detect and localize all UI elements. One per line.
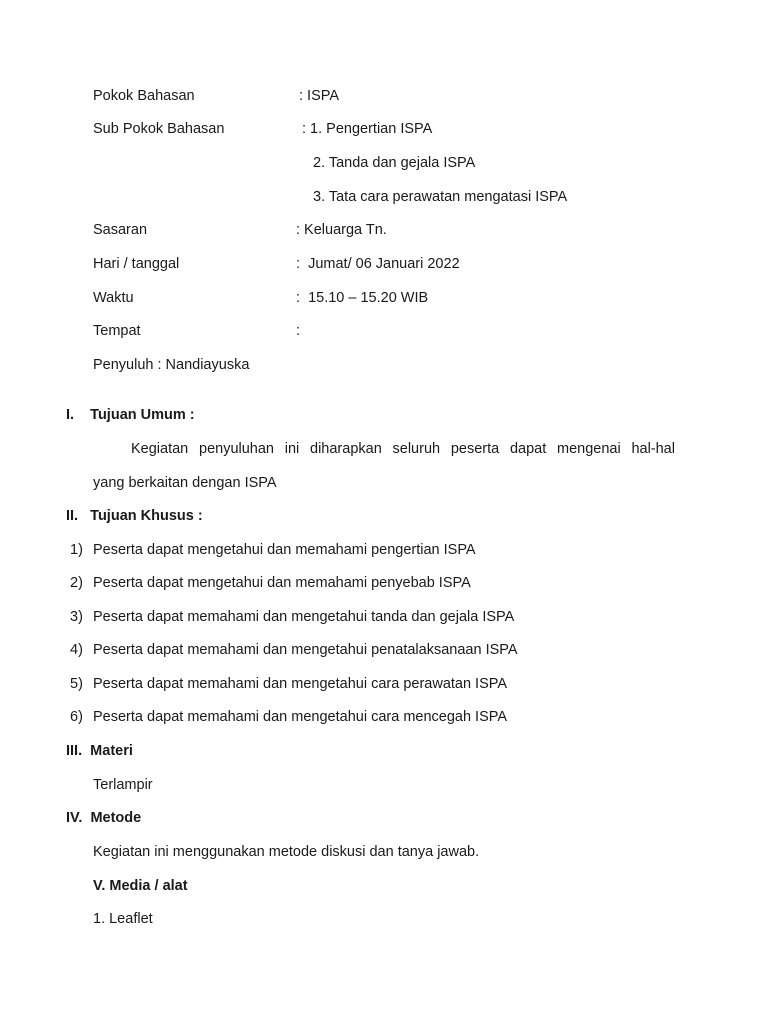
list-item-number: 1) [70, 542, 83, 558]
para-word: mengenai [557, 441, 621, 457]
section-3-body: Terlampir [93, 777, 153, 793]
para-word: diharapkan [310, 441, 382, 457]
sub-pokok-bahasan-label: Sub Pokok Bahasan [93, 121, 225, 137]
list-item: Peserta dapat memahami dan mengetahui tanda dan gejala ISPA [93, 609, 515, 625]
list-item-number: 6) [70, 709, 83, 725]
section-2-heading: II. Tujuan Khusus : [66, 508, 203, 524]
list-item: Peserta dapat mengetahui dan memahami penyebab ISPA [93, 575, 471, 591]
pokok-bahasan-label: Pokok Bahasan [93, 88, 195, 104]
sasaran-value: : Keluarga Tn. [296, 222, 387, 238]
para-word: dapat [509, 441, 547, 457]
section-5-heading: V. Media / alat [93, 878, 188, 894]
hari-tanggal-label: Hari / tanggal [93, 256, 180, 272]
list-item: Peserta dapat mengetahui dan memahami pengertian ISPA [93, 542, 476, 558]
sub-pokok-item-3: 3. Tata cara perawatan mengatasi ISPA [313, 189, 568, 205]
list-item: Peserta dapat memahami dan mengetahui penatalaksanaan ISPA [93, 642, 518, 658]
para-word: Kegiatan [131, 441, 189, 457]
section-5-item-1: 1. Leaflet [93, 911, 153, 927]
para-word: hal-hal [631, 441, 675, 457]
sub-pokok-item-1: : 1. Pengertian ISPA [302, 121, 433, 137]
para-word: peserta [450, 441, 500, 457]
list-item: Peserta dapat memahami dan mengetahui cara perawatan ISPA [93, 676, 508, 692]
section-4-heading: IV. Metode [66, 810, 142, 826]
tempat-value: : [296, 323, 301, 339]
pokok-bahasan-value: : ISPA [299, 88, 340, 104]
waktu-label: Waktu [93, 290, 134, 306]
list-item-number: 5) [70, 676, 83, 692]
section-3-heading: III. Materi [66, 743, 133, 759]
penyuluh: Penyuluh : Nandiayuska [93, 357, 250, 373]
para-word: seluruh [392, 441, 441, 457]
sasaran-label: Sasaran [93, 222, 148, 238]
list-item-number: 4) [70, 642, 83, 658]
tempat-label: Tempat [93, 323, 141, 339]
list-item: Peserta dapat memahami dan mengetahui cara mencegah ISPA [93, 709, 508, 725]
sub-pokok-item-2: 2. Tanda dan gejala ISPA [313, 155, 476, 171]
section-1-paragraph-line-2: yang berkaitan dengan ISPA [93, 475, 277, 491]
list-item-number: 3) [70, 609, 83, 625]
waktu-value: : 15.10 – 15.20 WIB [296, 290, 429, 306]
para-word: penyuluhan [199, 441, 274, 457]
para-word: ini [284, 441, 300, 457]
hari-tanggal-value: : Jumat/ 06 Januari 2022 [296, 256, 460, 272]
section-1-paragraph-line-1 [93, 440, 675, 458]
section-4-body: Kegiatan ini menggunakan metode diskusi dan tanya jawab. [93, 844, 480, 860]
list-item-number: 2) [70, 575, 83, 591]
section-1-heading: I. Tujuan Umum : [66, 407, 195, 423]
